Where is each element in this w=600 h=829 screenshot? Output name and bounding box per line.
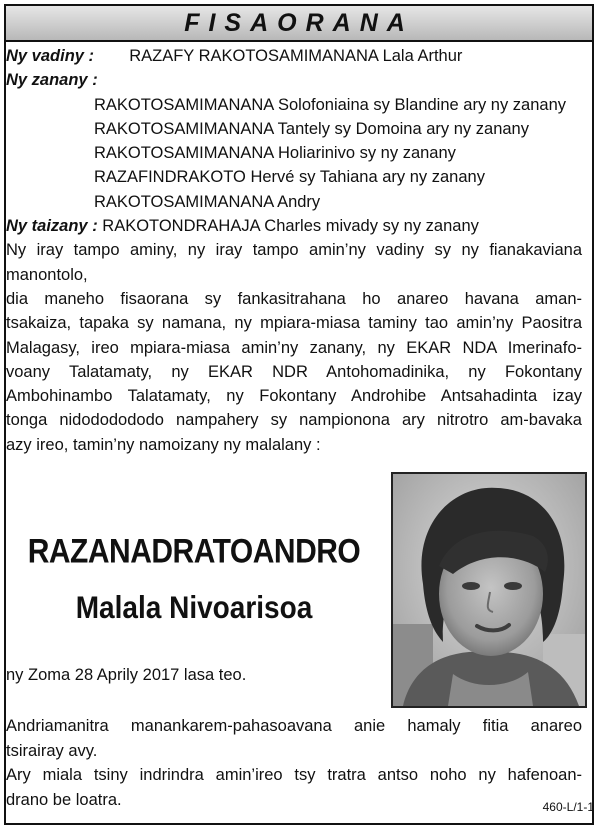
notice-header — [6, 6, 592, 42]
portrait-image — [393, 474, 585, 706]
children-label: Ny zanany : — [6, 71, 98, 90]
deceased-surname: RAZANADRATOANDRO — [27, 532, 361, 571]
thanks-last-line: azy ireo, tamin’ny namoizany ny malalany : — [6, 435, 321, 454]
family-line-1: Ny iray tampo aminy, ny iray tampo amin’ny vadiny sy ny fianakaviana — [6, 241, 582, 260]
deceased-portrait-photo — [391, 472, 587, 708]
spouse-line — [6, 44, 582, 68]
siblings-text: RAKOTONDRAHAJA Charles mivady sy ny zanany — [102, 217, 479, 236]
family-line-2: manontolo, — [6, 265, 88, 284]
thanks-line: tsakaiza, tapaka sy namana, ny mpiara-miasa taminy tao amin’ny Paositra — [6, 314, 582, 333]
apology-line-1: Ary miala tsiny indrindra amin’ireo tsy tratra antso noho ny hafenoan- — [6, 766, 582, 784]
apology-line-2: drano be loatra. — [6, 790, 122, 809]
deceased-given-names: Malala Nivoarisoa — [75, 590, 313, 625]
thanks-line: Ambohinambo Talatamaty, ny Fokontany Androhibe Antsahadinta izay — [6, 387, 582, 406]
reference-code: 460-L/1-1 — [542, 800, 594, 814]
notice-title: FISAORANA — [184, 8, 414, 37]
spouse-label: Ny vadiny : — [6, 47, 95, 65]
thanks-line: Malagasy, ireo mpiara-miasa amin’ny zanany, ny EKAR NDA Imerinafo- — [6, 338, 582, 357]
thanks-line: tonga nidododododo nampahery sy nampionona ary nitrotro am-bavaka — [6, 411, 582, 430]
thanks-line: dia maneho fisaorana sy fankasitrahana ho anareo havana aman- — [6, 289, 582, 308]
blessing-line-2: tsirairay avy. — [6, 741, 98, 760]
notice-body — [6, 44, 582, 457]
child-item: RAKOTOSAMIMANANA Holiarinivo sy ny zanany — [94, 144, 456, 163]
child-item: RAKOTOSAMIMANANA Solofoniaina sy Blandine ary ny zanany — [94, 95, 566, 114]
spouse-name: RAZAFY RAKOTOSAMIMANANA Lala Arthur — [129, 47, 463, 65]
closing-section — [6, 714, 582, 812]
siblings-line — [6, 214, 582, 238]
child-item: RAKOTOSAMIMANANA Andry — [94, 192, 321, 211]
children-label-line — [6, 68, 582, 92]
child-item: RAZAFINDRAKOTO Hervé sy Tahiana ary ny zanany — [94, 168, 485, 187]
child-item: RAKOTOSAMIMANANA Tantely sy Domoina ary ny zanany — [94, 119, 529, 138]
thanks-line: voany Talatamaty, ny EKAR NDR Antohomadinika, ny Fokontany — [6, 362, 582, 381]
siblings-label: Ny taizany : — [6, 217, 98, 236]
blessing-line-1: Andriamanitra manankarem-pahasoavana anie hamaly fitia anareo — [6, 717, 582, 735]
death-date-line: ny Zoma 28 Aprily 2017 lasa teo. — [6, 666, 247, 684]
